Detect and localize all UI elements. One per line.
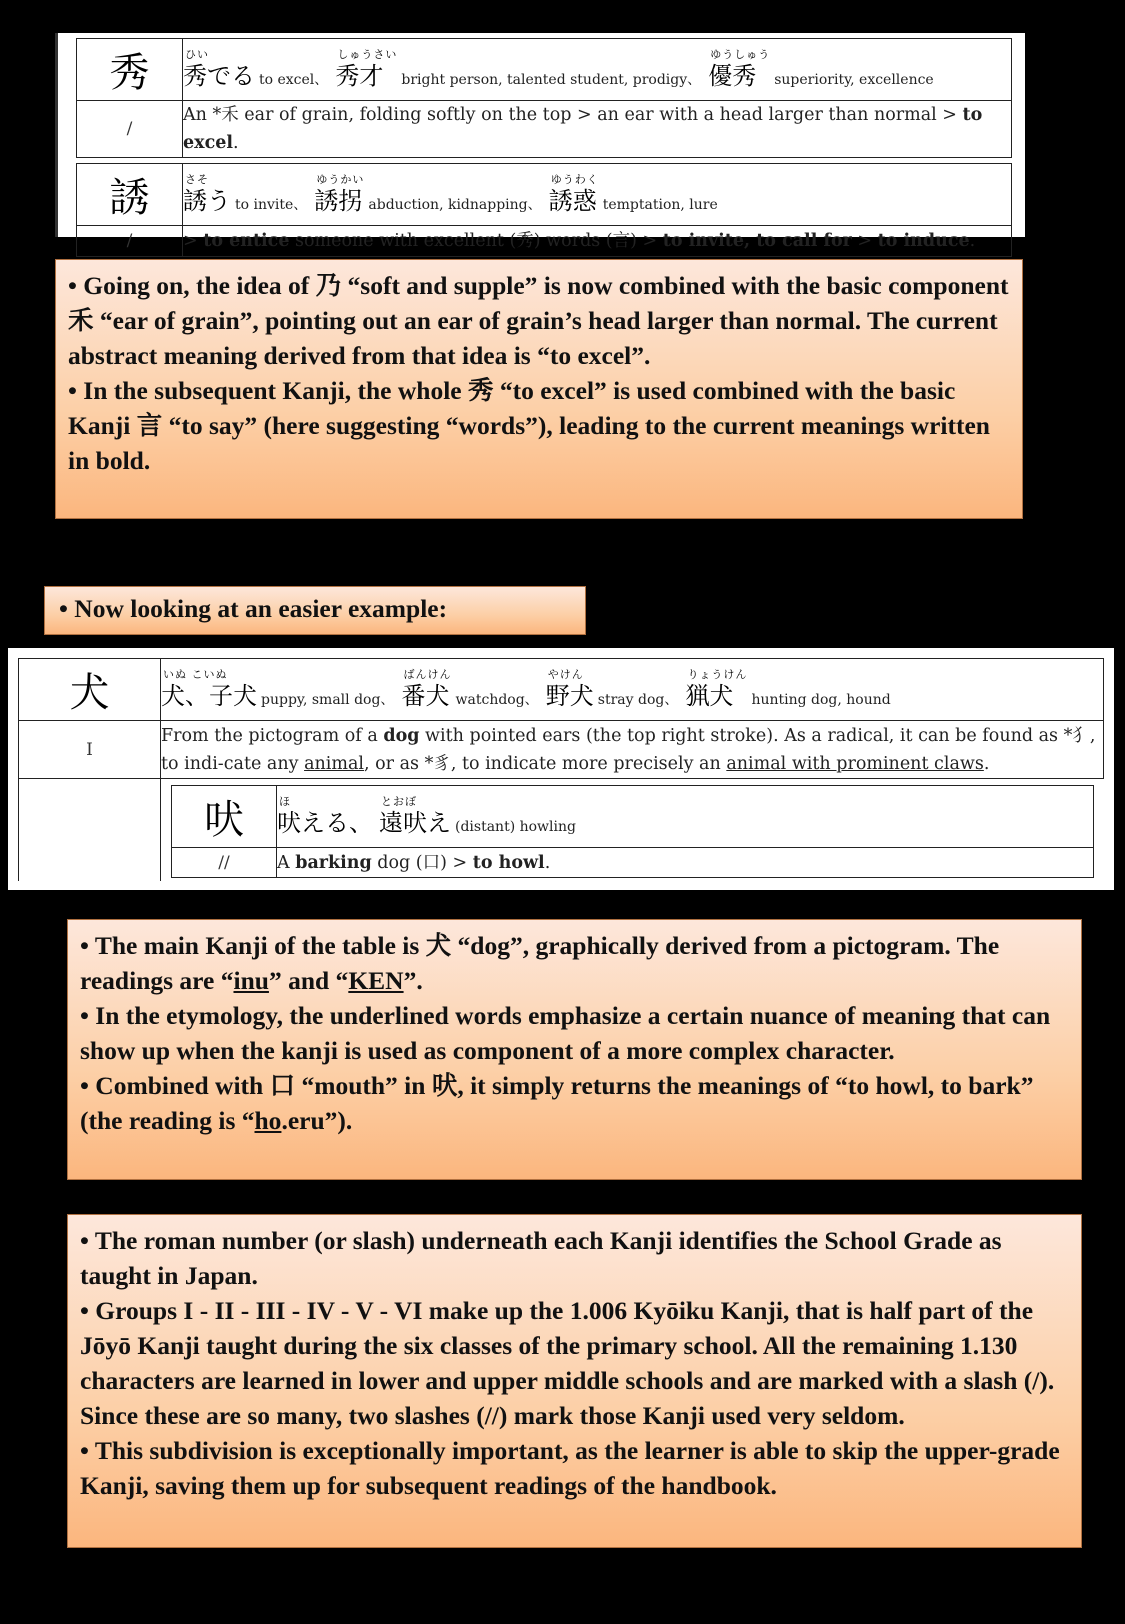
school-grade: / — [77, 101, 183, 158]
word: ひい 秀でる — [183, 47, 255, 90]
etymology: An *禾 ear of grain, folding softly on the top > an ear with a head larger than normal > to excel. — [183, 101, 1012, 158]
etymology: > to entice someone with excellent (秀) words (言) > to invite, to call for > to induce. — [183, 226, 1012, 257]
note-paragraph: • Going on, the idea of 乃 “soft and supple” is now combined with the basic component 禾 “ear of grain”, pointing out an ear of grain’s head larger than normal. The current abstract meaning derived from that idea is “to excel”. — [68, 271, 1009, 370]
note-paragraph: • In the subsequent Kanji, the whole 秀 “to excel” is used combined with the basic Kanji 言 “to say” (here suggesting “words”), leading to the current meanings written in bold. — [68, 376, 990, 475]
word-gloss: temptation, lure — [602, 196, 718, 213]
word: りょうけん 猟犬 — [685, 667, 748, 710]
note-paragraph: • This subdivision is exceptionally important, as the learner is able to skip the upper-grade Kanji, saving them up for subsequent readings of the handbook. — [80, 1436, 1060, 1500]
word: ゆうわく 誘惑 — [548, 172, 599, 215]
word-gloss: stray dog、 — [597, 691, 679, 708]
word-gloss: to excel、 — [259, 71, 329, 88]
kanji-table-shu — [55, 33, 1025, 251]
school-grade: // — [172, 848, 277, 878]
word-gloss: abduction, kidnapping、 — [368, 196, 542, 213]
note-paragraph: • In the etymology, the underlined words emphasize a certain nuance of meaning that can show up when the kanji is used as component of a more complex character. — [80, 1001, 1051, 1065]
sub-entry-cell — [161, 779, 1104, 881]
kanji-words — [183, 39, 1012, 101]
kanji-char: 秀 — [77, 39, 183, 101]
kanji-entry-inu — [18, 658, 1104, 881]
school-grade: / — [77, 226, 183, 257]
word-gloss: superiority, excellence — [774, 71, 934, 88]
explanation-note-3 — [67, 1214, 1082, 1548]
word: ゆうしゅう 優秀 — [708, 47, 771, 90]
easier-example-label: • Now looking at an easier example: — [44, 586, 586, 635]
word: とおぼ 遠吠え — [379, 794, 451, 837]
empty-cell — [19, 779, 161, 881]
word-gloss: hunting dog, hound — [751, 691, 891, 708]
word-gloss: to invite、 — [235, 196, 308, 213]
word: さそ 誘う — [183, 172, 231, 215]
word-gloss: watchdog、 — [455, 691, 539, 708]
word-gloss: (distant) howling — [455, 818, 576, 835]
note-paragraph: • Groups I - II - III - IV - V - VI make up the 1.006 Kyōiku Kanji, that is half part of the Jōyō Kanji taught during the six classes of the primary school. All the remaining 1.130 characters are learned in lower and upper middle schools and are marked with a slash (/). Since these are so many, two slashes (//) mark those Kanji used very seldom. — [80, 1296, 1055, 1430]
kanji-entry-hoe — [171, 785, 1094, 878]
word-gloss: puppy, small dog、 — [261, 691, 395, 708]
word: ほ 吠える、 — [277, 794, 373, 837]
kanji-table-inu — [8, 648, 1114, 890]
word: やけん 野犬 — [545, 667, 594, 710]
note-paragraph: • The roman number (or slash) underneath each Kanji identifies the School Grade as taught in Japan. — [80, 1226, 1002, 1290]
explanation-note-2 — [67, 919, 1082, 1180]
kanji-char: 犬 — [19, 659, 161, 721]
note-paragraph: • The main Kanji of the table is 犬 “dog”, graphically derived from a pictogram. The readings are “inu” and “KEN”. — [80, 931, 1000, 995]
etymology: From the pictogram of a dog with pointed ears (the top right stroke). As a radical, it can be found as *犭, to indi-cate any animal, or as *豸, to indicate more precisely an animal with prominent claws. — [161, 721, 1104, 779]
kanji-entry-shu — [76, 38, 1012, 158]
word-gloss: bright person, talented student, prodigy、 — [401, 71, 702, 88]
etymology: A barking dog (口) > to howl. — [277, 848, 1094, 878]
word: しゅうさい 秀才 — [335, 47, 398, 90]
school-grade: I — [19, 721, 161, 779]
word: ゆうかい 誘拐 — [314, 172, 365, 215]
word: いぬ こいぬ 犬、子犬 — [161, 667, 257, 710]
note-paragraph: • Combined with 口 “mouth” in 吠, it simply returns the meanings of “to howl, to bark” (the reading is “ho.eru”). — [80, 1071, 1034, 1135]
kanji-entry-yuu — [76, 163, 1012, 257]
kanji-char: 誘 — [77, 164, 183, 226]
word: ばんけん 番犬 — [401, 667, 452, 710]
explanation-note-1 — [55, 259, 1023, 519]
kanji-words — [277, 786, 1094, 848]
kanji-words — [183, 164, 1012, 226]
kanji-char: 吠 — [172, 786, 277, 848]
kanji-words — [161, 659, 1104, 721]
